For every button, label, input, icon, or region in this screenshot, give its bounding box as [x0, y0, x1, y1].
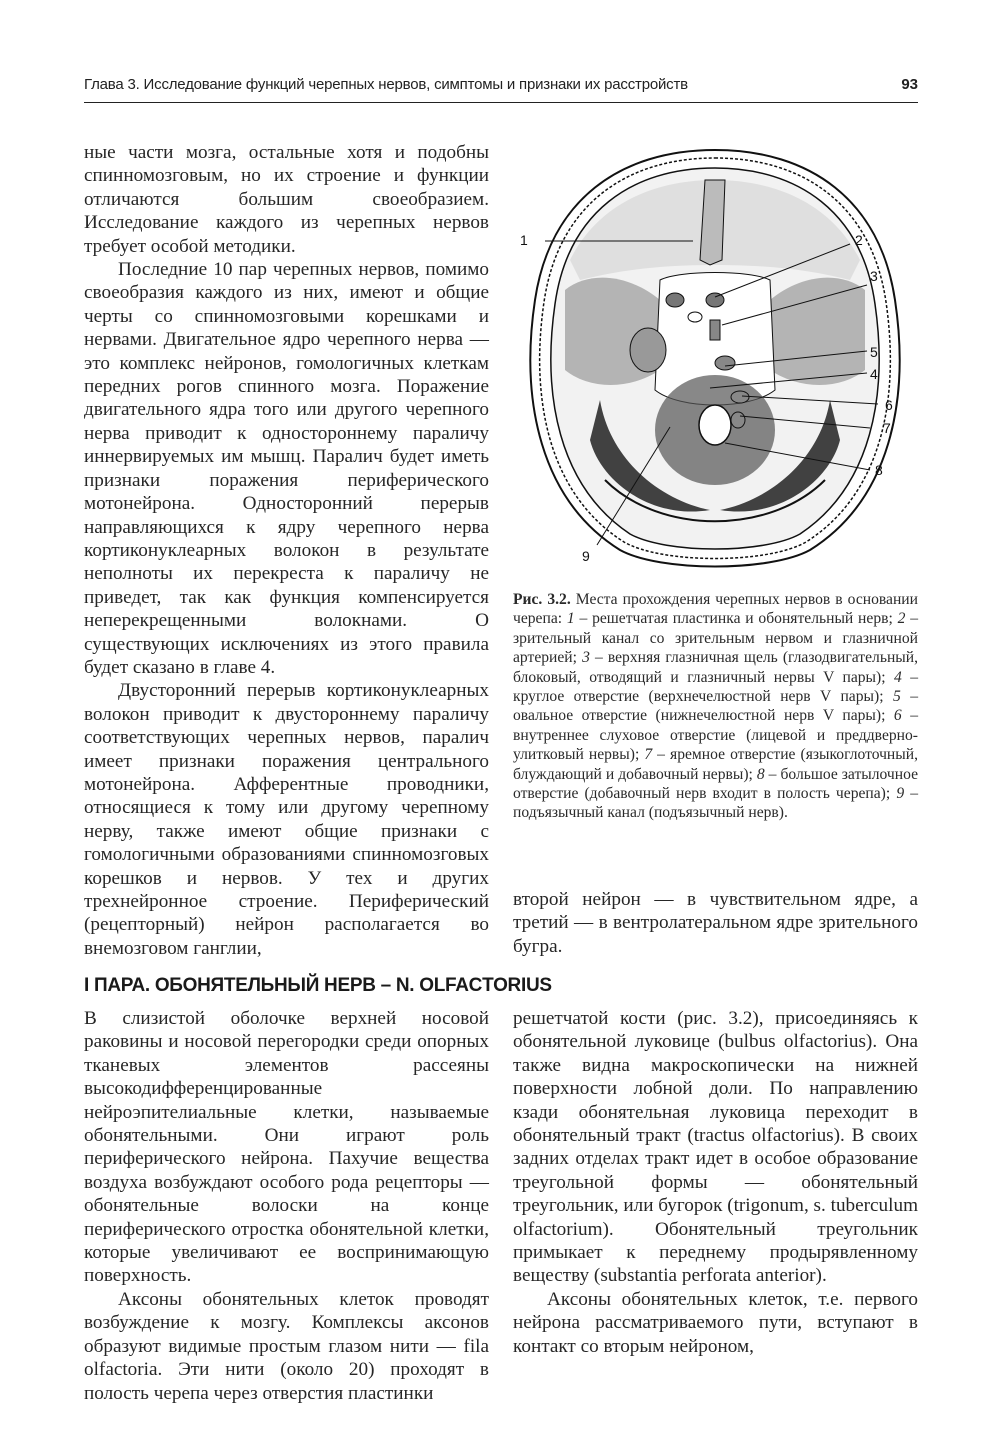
caption-item-text: подъязычный канал (подъязычный нерв).: [513, 804, 788, 822]
page-number: 93: [901, 76, 918, 93]
caption-item-num: 4: [893, 668, 902, 686]
left-column-bottom: [84, 1007, 489, 1405]
paragraph: Двусторонний перерыв кортиконуклеарных волокон приводит к двустороннему параличу соответствующих черепных нервов, паралич имеет признаки поражения центрального мотонейрона. Афферентные проводники, относящиеся к тому или другому черепному нерву, также имеют общие признаки с гомологичными образованиями спинномозговых корешков и нервов. У тех и других трехнейронное строение. Периферический (рецепторный) нейрон располагается во внемозговом ганглии,: [84, 680, 489, 959]
paragraph: ные части мозга, остальные хотя и подобны спинномозговым, но их строение и функции отличаются большим своеобразием. Исследование каждого из черепных нервов требует особой методики.: [84, 142, 489, 257]
skull-base-illustration: [510, 140, 920, 580]
caption-item-num: 5: [892, 688, 901, 706]
paragraph: Последние 10 пар черепных нервов, помимо своеобразия каждого из них, имеют и общие черты со спинномозговыми корешками и нервами. Двигательное ядро черепного нерва — это комплекс нейронов, гомологичных клеткам передних рогов спинного мозга. Поражение двигательного ядра того или другого черепного нерва приводит к одностороннему параличу иннервируемых им мышц. Паралич будет иметь признаки поражения периферического мотонейрона. Односторонний перерыв направляющихся к ядру черепного нерва кортиконуклеарных волокон в результате неполноты их перекреста к параличу не приведет, так как функция компенсируется неперекрещенными волокнами. О существующих исключениях из этого правила будет сказано в главе 4.: [84, 259, 489, 678]
paragraph: В слизистой оболочке верхней носовой раковины и носовой перегородки среди опорных тканевых элементов рассеяны высокодифференцированные нейроэпителиальные клетки, называемые обонятельными. Они играют роль периферического нейрона. Пахучие вещества воздуха возбуждают особого рода рецепторы — обонятельные волоски на конце периферического отростка обонятельной клетки, которые увеличивают ее воспринимающую поверхность.: [84, 1008, 489, 1287]
caption-item-text: зрительный канал со зрительным нервом и глазничной артерией;: [513, 629, 918, 667]
left-column-top: [84, 141, 489, 960]
section-heading: I ПАРА. ОБОНЯТЕЛЬНЫЙ НЕРВ – N. OLFACTORIUS: [84, 975, 552, 996]
right-column-bottom: [513, 1007, 918, 1358]
caption-item-num: 2: [897, 610, 906, 628]
caption-item-num: 8: [756, 765, 765, 783]
caption-item-num: 1: [566, 610, 575, 628]
caption-item-text: большое затылочное отверстие (добавочный нерв входит в полость черепа);: [513, 765, 919, 803]
paragraph: Аксоны обонятельных клеток, т.е. первого нейрона рассматриваемого пути, вступают в контакт со вторым нейроном,: [513, 1288, 918, 1357]
figure-caption: Рис. 3.2. Места прохождения черепных нервов в основании черепа: 1 – решетчатая пластинка и обонятельный нерв; 2 – зрительный канал со зрительным нервом и глазничной артерией; 3 – верхняя глазничная щель (глазодвигательный, блоковый, отводящий и глазничный нервы V пары); 4 – круглое отверстие (верхнечелюстной нерв V пары); 5 – овальное отверстие (нижнечелюстной нерв V пары); 6 – внутреннее слуховое отверстие (лицевой и преддверно-улитковый нервы); 7 – яремное отверстие (языкоглоточный, блуждающий и добавочный нервы); 8 – большое затылочное отверстие (добавочный нерв входит в полость черепа); 9 – подъязычный канал (подъязычный нерв).: [513, 591, 919, 822]
caption-item-num: 6: [893, 707, 902, 725]
caption-item-num: 3: [582, 649, 590, 667]
caption-title: Места прохождения черепных нервов в основании черепа:: [513, 591, 918, 628]
caption-item-text: внутреннее слуховое отверстие (лицевой и преддверно-улитковый нервы);: [513, 726, 918, 764]
running-header: [84, 72, 918, 103]
caption-item-num: 7: [644, 746, 653, 764]
figure-reference: Рис. 3.2.: [513, 591, 571, 608]
figure-label-1: 1: [520, 232, 528, 248]
running-title: Глава 3. Исследование функций черепных нервов, симптомы и признаки их расстройств: [84, 76, 688, 93]
paragraph: второй нейрон — в чувствительном ядре, а третий — в вентролатеральном ядре зрительного бугра.: [513, 889, 918, 957]
figure-label-3: 3: [870, 268, 878, 284]
figure-label-2: 2: [855, 232, 863, 248]
caption-item-text: верхняя глазничная щель (глазодвигательный, блоковый, отводящий и глазничный нервы V пары);: [513, 649, 919, 686]
figure-label-6: 6: [885, 397, 893, 413]
caption-item-text: решетчатая пластинка и обонятельный нерв;: [592, 610, 893, 628]
figure-label-4: 4: [870, 366, 878, 382]
figure-skull-base: [510, 140, 920, 580]
right-column-top: [513, 888, 918, 958]
figure-label-7: 7: [883, 420, 891, 436]
caption-item-text: яремное отверстие (языкоглоточный, блуждающий и добавочный нервы);: [513, 746, 918, 783]
figure-label-9: 9: [582, 548, 590, 564]
caption-item-text: овальное отверстие (нижнечелюстной нерв V пары);: [513, 707, 886, 725]
figure-label-8: 8: [875, 462, 883, 478]
paragraph: решетчатой кости (рис. 3.2), присоединяясь к обонятельной луковице (bulbus olfactorius). Она также видна макроскопически на нижней поверхности лобной доли. По направлению кзади обонятельная луковица переходит в обонятельный тракт (tractus olfactorius). В своих задних отделах тракт идет в особое образование треугольной формы — обонятельный треугольник, или бугорок (trigonum, s. tuberculum olfactorium). Обонятельный треугольник примыкает к переднему продырявленному веществу (substantia perforata anterior).: [513, 1008, 918, 1287]
figure-label-5: 5: [870, 344, 878, 360]
paragraph: Аксоны обонятельных клеток проводят возбуждение к мозгу. Комплексы аксонов образуют видимые простым глазом нити — fila olfactoria. Эти нити (около 20) проходят в полость черепа через отверстия пластинки: [84, 1288, 489, 1404]
caption-item-text: круглое отверстие (верхнечелюстной нерв V пары);: [513, 688, 884, 706]
caption-item-num: 9: [896, 785, 905, 803]
